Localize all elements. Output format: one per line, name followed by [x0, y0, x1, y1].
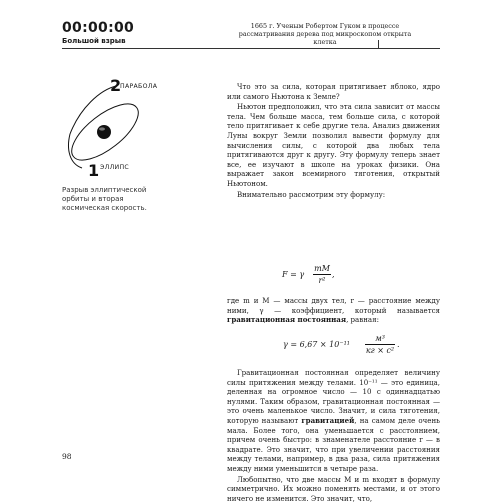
formula1-tail: ,: [332, 270, 335, 279]
paragraph-1: Что это за сила, которая притягивает яблоко, ядро или самого Ньютона к Земле?: [227, 82, 440, 101]
formula1-bar: [313, 274, 331, 275]
main-text: [227, 82, 440, 199]
formula1-numerator: mM: [314, 264, 330, 273]
parabola-number: 2: [110, 76, 122, 95]
header-note: 1665 г. Ученым Робертом Гуком в процессе рассматривания дерева под микроскопом открыта клетка: [238, 22, 412, 46]
paragraph-4: [227, 296, 440, 325]
paragraph-6: Любопытно, что две массы M и m входят в формулу симметрично. Их можно поменять местами, и от этого ничего не изменится. Это значит, что,: [227, 474, 440, 503]
paragraph-5-start: Гравитационная постоянная определяет величину силы притяжения между телами. 10⁻¹¹ — это единица, деленная на огромное число — 10 с одиннадцатью нулями. Таким образом, гравитационная постоянная — это очень маленькое число. Значит, и сила тяготения, которую называют: [227, 368, 440, 425]
orbit-figure: [60, 72, 170, 182]
header-time: 00:00:00: [62, 20, 135, 36]
planet: [97, 125, 111, 139]
header-rule: [62, 48, 440, 49]
paragraph-4-end: , равная:: [346, 315, 379, 325]
ellipse-label: ЭЛЛИПС: [100, 164, 130, 171]
term-gravity: гравитацией: [301, 415, 355, 425]
figure-caption: Разрыв эллиптической орбиты и вторая космическая скорость.: [62, 186, 147, 212]
planet-highlight: [99, 127, 105, 130]
main-text-3: [227, 368, 440, 503]
formula2-lhs: γ = 6,67 × 10⁻¹¹: [283, 340, 350, 349]
paragraph-3: Внимательно рассмотрим эту формулу:: [237, 189, 386, 199]
formula2-bar: [365, 344, 395, 345]
paragraph-2: Ньютон предположил, что эта сила зависит от массы тела. Чем больше масса, тем больше сила, с которой тело притягивает к себе другие тела. Анализ движения Луны вокруг Земли позволил вывести формулу для вычисления силы, с которой два любых тела притягиваются друг к другу. Эту формулу теперь знает все, ее изучают в школе на уроках физики. Она выражает закон всемирного тяготения, открытый Ньютоном.: [227, 102, 440, 188]
term-gravitational-constant: гравитационная постоянная: [227, 315, 347, 325]
paragraph-5: [227, 368, 440, 474]
page-number: 98: [62, 452, 72, 461]
formula1-denominator: r²: [318, 276, 326, 285]
formula1-lhs: F = γ: [282, 270, 305, 279]
formula2-numerator: м³: [375, 334, 385, 343]
ellipse-number: 1: [88, 161, 100, 180]
paragraph-4-start: где m и M — массы двух тел, r — расстояние между ними, γ — коэффициент, который называется: [227, 296, 440, 315]
header-subtitle: Большой взрыв: [62, 37, 126, 45]
parabola-label: ПАРАБОЛА: [120, 83, 158, 90]
formula2-tail: .: [397, 340, 400, 349]
paragraph-5-end: , на самом деле очень мала. Более того, она уменьшается с расстоянием, причем очень быстро: в знаменателе расстояние r — в квадрате. Это значит, что при увеличении расстояния между телами, например, в два раза, сила притяжения между ними уменьшится в четыре раза.: [227, 415, 440, 473]
main-text-2: [227, 296, 440, 325]
formula2-denominator: кг × с²: [365, 346, 395, 355]
